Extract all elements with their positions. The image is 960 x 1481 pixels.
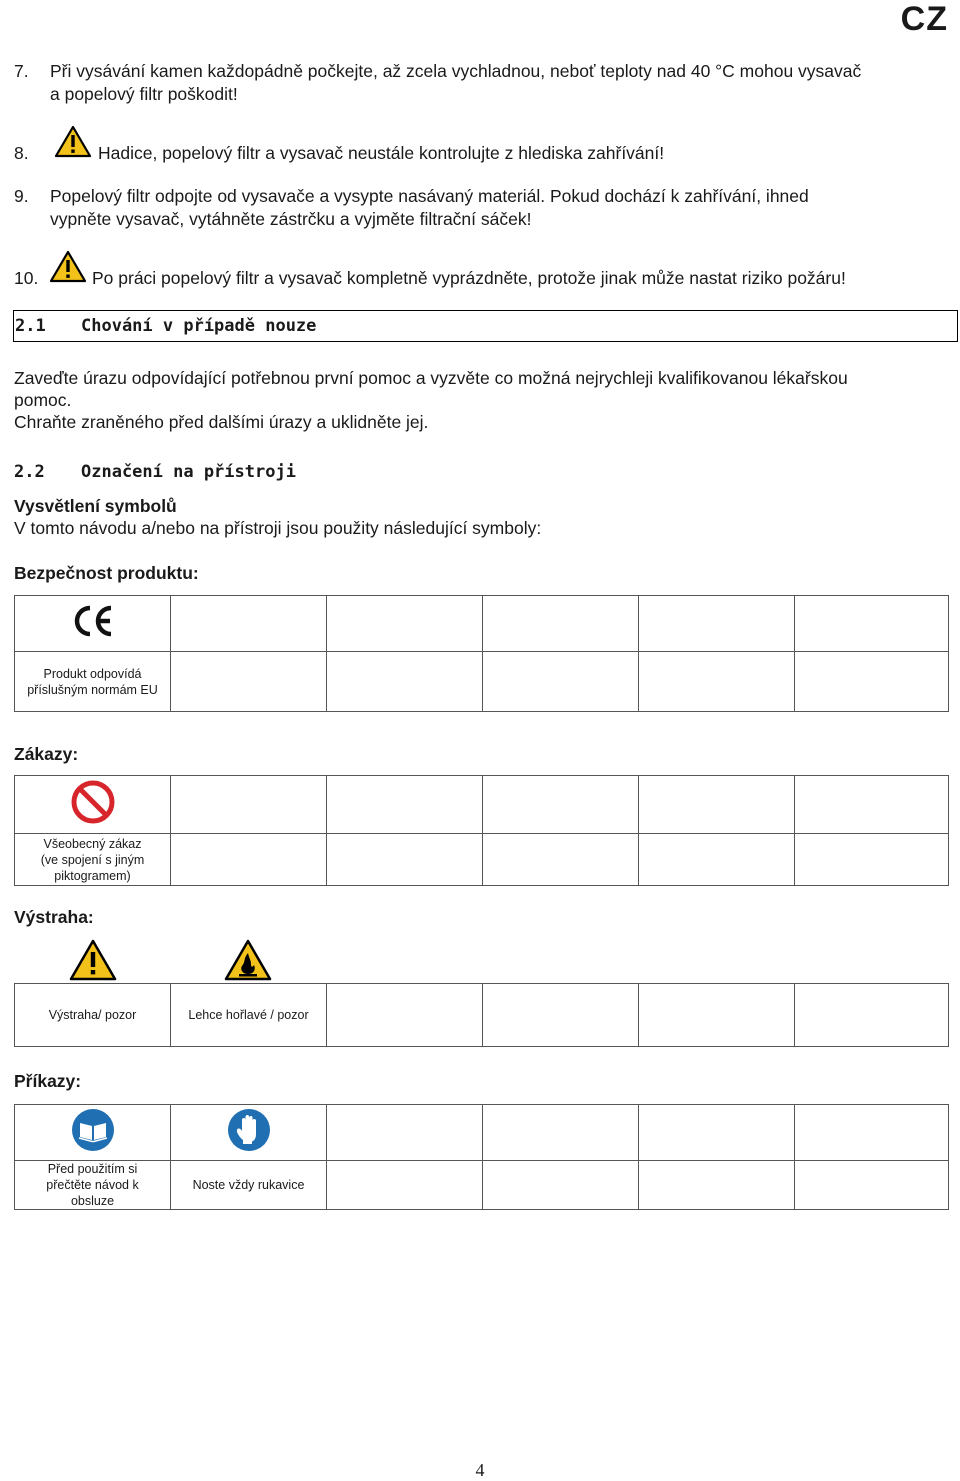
command-symbol-table <box>14 1104 949 1210</box>
list-item-7 <box>14 60 29 82</box>
section-title: Označení na přístroji <box>81 462 296 482</box>
language-code: CZ <box>900 0 948 38</box>
symbol-cell <box>15 1105 171 1161</box>
warnings-heading: Výstraha: <box>14 907 94 927</box>
symbol-caption: Lehce hořlavé / pozor <box>171 984 327 1047</box>
warning-triangle-icon <box>54 125 92 158</box>
item-9-line-2: vypněte vysavač, vytáhněte zástrčku a vyjměte filtrační sáček! <box>50 209 532 229</box>
symbol-caption: Před použitím si přečtěte návod k obsluze <box>15 1161 171 1210</box>
prohibition-sign-icon <box>71 780 115 824</box>
page-number: 4 <box>475 1460 485 1480</box>
item-8-number: 8. <box>14 143 29 163</box>
symbol-cell <box>171 1105 327 1161</box>
symbol-cell <box>15 776 171 834</box>
warning-symbol-table <box>14 983 949 1047</box>
section-2-1-line-1: Zaveďte úrazu odpovídající potřebnou první pomoc a vyzvěte co možná nejrychleji kvalifikovanou lékařskou <box>14 368 848 388</box>
safety-symbol-table <box>14 595 949 712</box>
wear-gloves-icon <box>226 1107 272 1153</box>
item-number: 7. <box>14 61 29 81</box>
flammable-icon <box>224 939 272 981</box>
symbol-caption: Všeobecný zákaz (ve spojení s jiným piktogramem) <box>15 834 171 886</box>
item-9-number: 9. <box>14 186 29 206</box>
section-2-1-line-3: Chraňte zraněného před dalšími úrazy a uklidněte jej. <box>14 412 429 432</box>
safety-heading: Bezpečnost produktu: <box>14 563 199 583</box>
ce-mark-icon <box>71 604 115 638</box>
symbol-caption: Výstraha/ pozor <box>15 984 171 1047</box>
item-8-text: Hadice, popelový filtr a vysavač neustále kontrolujte z hlediska zahřívání! <box>98 143 665 163</box>
section-number: 2.2 <box>14 462 45 482</box>
section-title: Chování v případě nouze <box>81 316 317 336</box>
item-10-text: Po práci popelový filtr a vysavač kompletně vyprázdněte, protože jinak může nastat riziko požáru! <box>92 268 846 288</box>
prohibition-symbol-table <box>14 775 949 886</box>
commands-heading: Příkazy: <box>14 1071 82 1091</box>
symbol-cell <box>15 596 171 652</box>
symbols-intro: V tomto návodu a/nebo na přístroji jsou použity následující symboly: <box>14 518 542 538</box>
section-2-1-line-2: pomoc. <box>14 390 72 410</box>
read-manual-icon <box>70 1107 116 1153</box>
symbol-caption: Produkt odpovídá příslušným normám EU <box>15 652 171 712</box>
prohibitions-heading: Zákazy: <box>14 744 79 764</box>
item-9-line-1: Popelový filtr odpojte od vysavače a vysypte nasávaný materiál. Pokud dochází k zahřívání, ihned <box>50 186 809 206</box>
symbols-subtitle: Vysvětlení symbolů <box>14 496 177 516</box>
warning-triangle-icon <box>69 939 117 981</box>
item-7-line-2: a popelový filtr poškodit! <box>50 84 238 104</box>
symbol-caption: Noste vždy rukavice <box>171 1161 327 1210</box>
warning-triangle-icon <box>49 250 87 283</box>
section-number: 2.1 <box>15 316 46 336</box>
section-2-2-heading <box>14 460 414 484</box>
item-7-line-1: Při vysávání kamen každopádně počkejte, až zcela vychladnou, neboť teploty nad 40 °C mohou vysavač <box>50 61 862 81</box>
item-10-number: 10. <box>14 268 39 288</box>
section-2-1-heading <box>13 310 958 342</box>
